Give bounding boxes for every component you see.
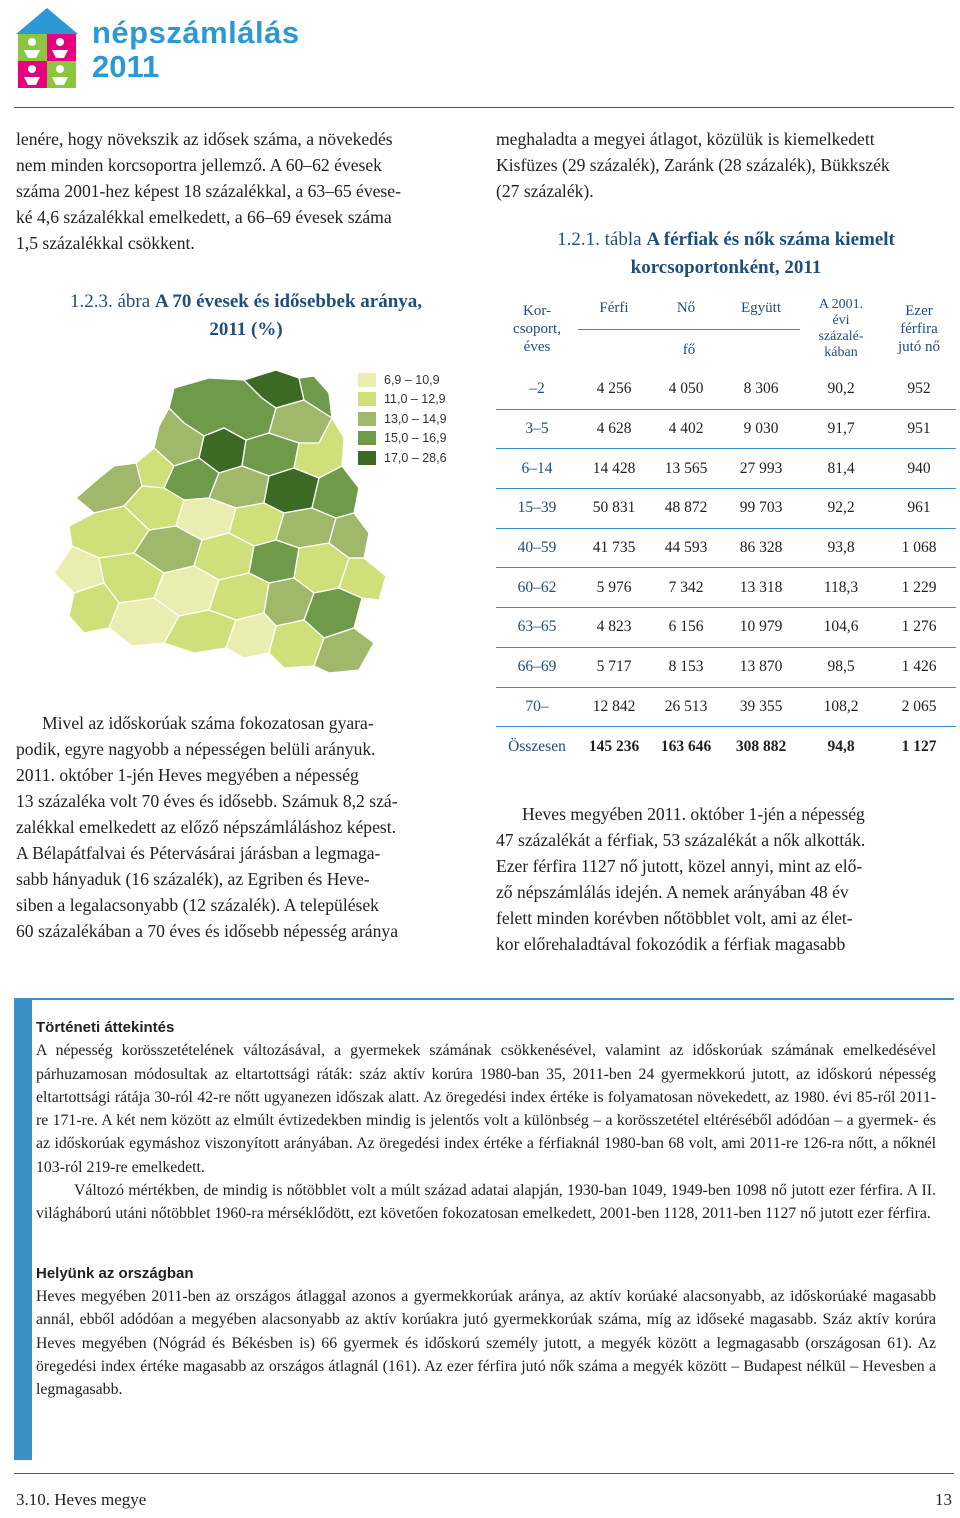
legend-swatch <box>358 412 376 426</box>
header-a2001: A 2001. évi százalé- kában <box>818 297 864 360</box>
header-korcsoport: Kor- csoport, éves <box>513 303 561 355</box>
table-title-line-1: A férfiak és nők száma kiemelt <box>646 229 895 250</box>
legend-item: 13,0 – 14,9 <box>358 409 447 429</box>
page-number: 13 <box>935 1490 952 1509</box>
legend-item: 15,0 – 16,9 <box>358 429 447 449</box>
census-logo <box>12 6 82 90</box>
header-rule <box>14 107 954 108</box>
legend-item: 6,9 – 10,9 <box>358 370 447 390</box>
info-box-accent <box>14 1000 32 1460</box>
table-row: 3–5 4 628 4 402 9 030 91,7 951 <box>496 409 956 449</box>
right-paragraph-1: meghaladta a megyei átlagot, közülük is kiemelkedett Kisfüzes (29 százalék), Zaránk (28 százalék), Bükkszék (27 százalék). <box>496 129 890 201</box>
table-row: 40–59 41 735 44 593 86 328 93,8 1 068 <box>496 528 956 568</box>
box-heading-country: Helyünk az országban <box>36 1264 194 1282</box>
legend-swatch <box>358 451 376 465</box>
header-ezer: Ezer férfira jutó nő <box>897 303 941 355</box>
table-row: 66–69 5 717 8 153 13 870 98,5 1 426 <box>496 647 956 687</box>
box-paragraph-1: A népesség korösszetételének változásával, a gyermekek számának csökkenésével, valamint az időskorúak számának emelkedésével párhuzamosan módosultak az eltartottsági ráták: száz aktív korúra 1980-ban 35, 2011-ben 24 gyermekkorú jutott, az időskorú népesség eltartottsági rátája 30-ról 42-re nőtt ugyanezen időszak alatt. Az öregedési index értéke is folyamatosan növekedett, az 1980. évi 85-ről 2011-re 171-re. A két nem között az elmúlt évtizedekben mindig is jelentős volt a különbség – a korösszetétel eltéréséből adódóan – a gyermek- és az időskorúak egymáshoz viszonyított arányában. Az öregedési index értéke a férfiaknál 1980-ban 68 volt, ami 2011-re 126-ra nőtt, a nőknél 103-ról 219-re emelkedett. <box>36 1042 936 1176</box>
table-row: 15–39 50 831 48 872 99 703 92,2 961 <box>496 489 956 529</box>
table-title-line-2: korcsoportonként, 2011 <box>630 257 822 278</box>
figure-title-line-1: A 70 évesek és idősebbek aránya, <box>154 291 423 312</box>
box-heading-history: Történeti áttekintés <box>36 1019 175 1036</box>
header-ferfi: Férfi <box>578 288 650 329</box>
table-total-row: Összesen 145 236 163 646 308 882 94,8 1 127 <box>508 737 937 755</box>
footer-section: 3.10. Heves megye <box>16 1490 147 1509</box>
right-paragraph-2: Heves megyében 2011. október 1-jén a népesség 47 százalékát a férfiak, 53 százalékát a nők alkották. Ezer férfira 1127 nő jutott, közel annyi, mint az elő- ző népszámlálás idején. A nemek arányában 48 év felett minden korévben nőtöbblet volt, ami az élet- kor előrehaladtával fokozódik a férfiak magasabb <box>496 804 866 954</box>
map-legend <box>358 370 447 468</box>
table-row: 60–62 5 976 7 342 13 318 118,3 1 229 <box>496 568 956 608</box>
table-row: 6–14 14 428 13 565 27 993 81,4 940 <box>496 449 956 489</box>
header-no: Nő <box>650 288 722 329</box>
table-title <box>496 226 956 282</box>
left-paragraph-1: lenére, hogy növekszik az idősek száma, a növekedés nem minden korcsoportra jellemző. A 60–62 évesek száma 2001-hez képest 18 százalékkal, a 63–65 évese- ké 4,6 százalékkal emelkedett, a 66–69 évesek száma 1,5 százalékkal csökkent. <box>16 129 401 253</box>
table-number: 1.2.1. tábla <box>557 229 642 250</box>
figure-number: 1.2.3. ábra <box>69 291 151 312</box>
legend-item: 17,0 – 28,6 <box>358 448 447 468</box>
box-paragraph-3: Heves megyében 2011-ben az országos átlaggal azonos a gyermekkorúak aránya, az aktív korúaké alacsonyabb, az időskorúaké magasabb annál, ebből adódóan a megyében alacsonyabb az aktív korúakra jutó gyermekkorúak száma, míg az időseké magasabb. Száz aktív korúra Heves megyében (Nógrád és Békésben is) 66 gyermek és időskorú személy jutott, a megyék között a legmagasabb (országosan 61). Az öregedési index értéke magasabb az országos átlagnál (161). Az ezer férfira jutó nők száma a megyék között – Budapest nélkül – Hevesben a legmagasabb. <box>36 1287 936 1399</box>
table-row: 63–65 4 823 6 156 10 979 104,6 1 276 <box>496 608 956 648</box>
box-paragraph-2: Változó mértékben, de mindig is nőtöbblet volt a múlt század adatai alapján, 1930-ban 1049, 1949-ben 1098 nő jutott ezer férfira. A II. világháború utáni nőtöbblet 1960-ra mérséklődött, ezt követően fokozatosan emelkedett, 2001-ben 1128, 2011-ben 1127 nő jutott ezer férfira. <box>36 1182 936 1223</box>
info-box-content <box>36 1016 936 1401</box>
header-egyutt: Együtt <box>722 288 800 329</box>
figure-title <box>16 288 476 344</box>
table-row: –2 4 256 4 050 8 306 90,2 952 <box>496 370 956 409</box>
legend-swatch <box>358 373 376 387</box>
age-sex-table <box>496 288 956 766</box>
footer-rule <box>14 1473 954 1474</box>
logo-year: 2011 <box>92 49 160 84</box>
legend-swatch <box>358 392 376 406</box>
header-fo: fő <box>682 341 696 358</box>
left-paragraph-2: Mivel az időskorúak száma fokozatosan gyara- podik, egyre nagyobb a népességen belüli arányuk. 2011. október 1-jén Heves megyében a népesség 13 százaléka volt 70 éves és idősebb. Számuk 8,2 szá- zalékkal emelkedett az előző népszámláláshoz képest. A Bélapátfalvai és Pétervásárai járásban a legmaga- sabb hányaduk (16 százalék), az Egriben és Heve- siben a legalacsonyabb (12 százalék). A települések 60 százalékában a 70 éves és idősebb népesség aránya <box>16 713 399 941</box>
table-row: 70– 12 842 26 513 39 355 108,2 2 065 <box>496 687 956 727</box>
logo-title: népszámlálás <box>92 15 300 50</box>
figure-title-line-2: 2011 (%) <box>209 319 283 340</box>
info-box <box>14 998 954 1460</box>
legend-item: 11,0 – 12,9 <box>358 390 447 410</box>
legend-swatch <box>358 431 376 445</box>
